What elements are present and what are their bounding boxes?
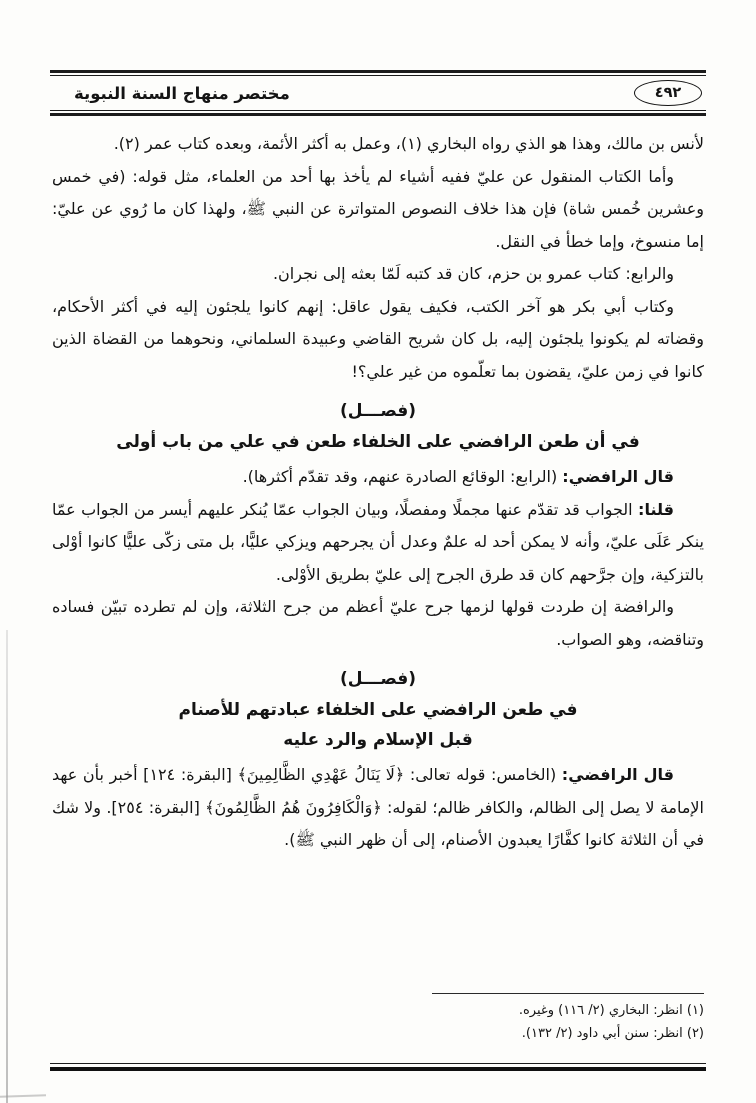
page-number: ٤٩٢ bbox=[654, 85, 682, 101]
paragraph bbox=[52, 461, 704, 494]
paragraph: والرافضة إن طردت قولها لزمها جرح عليّ أعظم من جرح الثلاثة، وإن لم تطرده تبيّن فساده وتناقضه، وهو الصواب. bbox=[52, 597, 704, 649]
paragraph: وكتاب أبي بكر هو آخر الكتب، فكيف يقول عاقل: إنهم كانوا يلجئون إليه في أكثر الأحكام، وقضاته لم يكونوا يلجئون إليه، بل كان شريح القاضي وعبيدة السلماني، ونحوهما من القضاة الذين كانوا في زمن عليّ، يقضون بما تعلّموه من غير علي؟! bbox=[52, 296, 704, 381]
section-subtitle: قبل الإسلام والرد عليه bbox=[283, 730, 473, 750]
scan-artifact-bottom-edge bbox=[0, 1094, 46, 1098]
book-title: مختصر منهاج السنة النبوية bbox=[74, 83, 290, 103]
page-bottom-rule bbox=[50, 1063, 706, 1072]
footnotes bbox=[52, 993, 704, 1045]
paragraph-lead: قال الرافضي: bbox=[562, 467, 674, 486]
footnote-separator bbox=[432, 993, 704, 994]
footnote-1: (١) انظر: البخاري (٢/ ١١٦) وغيره. bbox=[518, 1003, 704, 1018]
scan-artifact-left-edge bbox=[6, 630, 8, 1103]
paragraph bbox=[52, 759, 704, 857]
page-header bbox=[0, 0, 756, 116]
paragraph: وأما الكتاب المنقول عن عليّ ففيه أشياء لم يأخذ بها أحد من العلماء، مثل قوله: (في خمس وعشرين خُمس شاة) فإن هذا خلاف النصوص المتواترة عن النبي ﷺ، ولهذا كان ما رُوي عن عليّ: إما منسوخ، وإما خطأ في النقل. bbox=[52, 166, 704, 251]
page-number-badge bbox=[634, 80, 702, 106]
paragraph-text: (الرابع: الوقائع الصادرة عنهم، وقد تقدّم أكثرها). bbox=[242, 467, 558, 486]
paragraph-text: (الخامس: قوله تعالى: ﴿لَا يَنَالُ عَهْدِي الظَّالِمِينَ﴾ [البقرة: ١٢٤] أخبر بأن عهد الإمامة لا يصل إلى الظالم، والكافر ظالم؛ لقوله: ﴿وَالْكَافِرُونَ هُمُ الظَّالِمُونَ﴾ [البقرة: ٢٥٤]. ولا شك في أن الثلاثة كانوا كفَّارًا يعبدون الأصنام، إلى أن ظهر النبي ﷺ). bbox=[52, 765, 704, 849]
section-heading-group bbox=[52, 396, 704, 457]
paragraph bbox=[52, 494, 704, 592]
footnote-2: (٢) انظر: سنن أبي داود (٢/ ١٣٢). bbox=[521, 1026, 704, 1041]
rule-thin-line bbox=[50, 1063, 706, 1065]
paragraph: والرابع: كتاب عمرو بن حزم، كان قد كتبه لَمّا بعثه إلى نجران. bbox=[272, 264, 674, 283]
paragraph-text: الجواب قد تقدّم عنها مجملًا ومفصلًا، وبيان الجواب عمّا يُنكر عليهم أيسر من الجواب عمّا ينكر عَلَى عليّ، وأنه لا يمكن أحد له علمٌ وعدل أن يجرحهم ويزكي عليًّا، بل متى زكّى عليًّا كانوا أوْلى بالتزكية، وإن جرَّحهم كان قد طرق الجرح إلى عليّ بطريق الأوْلى. bbox=[52, 499, 704, 584]
page-body bbox=[0, 116, 756, 857]
section-title: في أن طعن الرافضي على الخلفاء طعن في علي من باب أولى bbox=[116, 432, 640, 452]
section-heading-group bbox=[52, 664, 704, 755]
section-label: (فصـــل) bbox=[339, 669, 417, 689]
rule-thin-line bbox=[50, 110, 706, 111]
paragraph-lead: قلنا: bbox=[638, 499, 674, 519]
rule-thick-line bbox=[50, 1067, 706, 1071]
rule-thick-line bbox=[50, 70, 706, 73]
section-label: (فصـــل) bbox=[339, 401, 417, 421]
paragraph-lead: قال الرافضي: bbox=[561, 765, 675, 784]
paragraph: لأنس بن مالك، وهذا هو الذي رواه البخاري (١)، وعمل به أكثر الأئمة، وبعده كتاب عمر (٢). bbox=[113, 134, 704, 153]
section-title: في طعن الرافضي على الخلفاء عبادتهم للأصنام bbox=[178, 700, 578, 720]
header-row bbox=[50, 76, 706, 110]
